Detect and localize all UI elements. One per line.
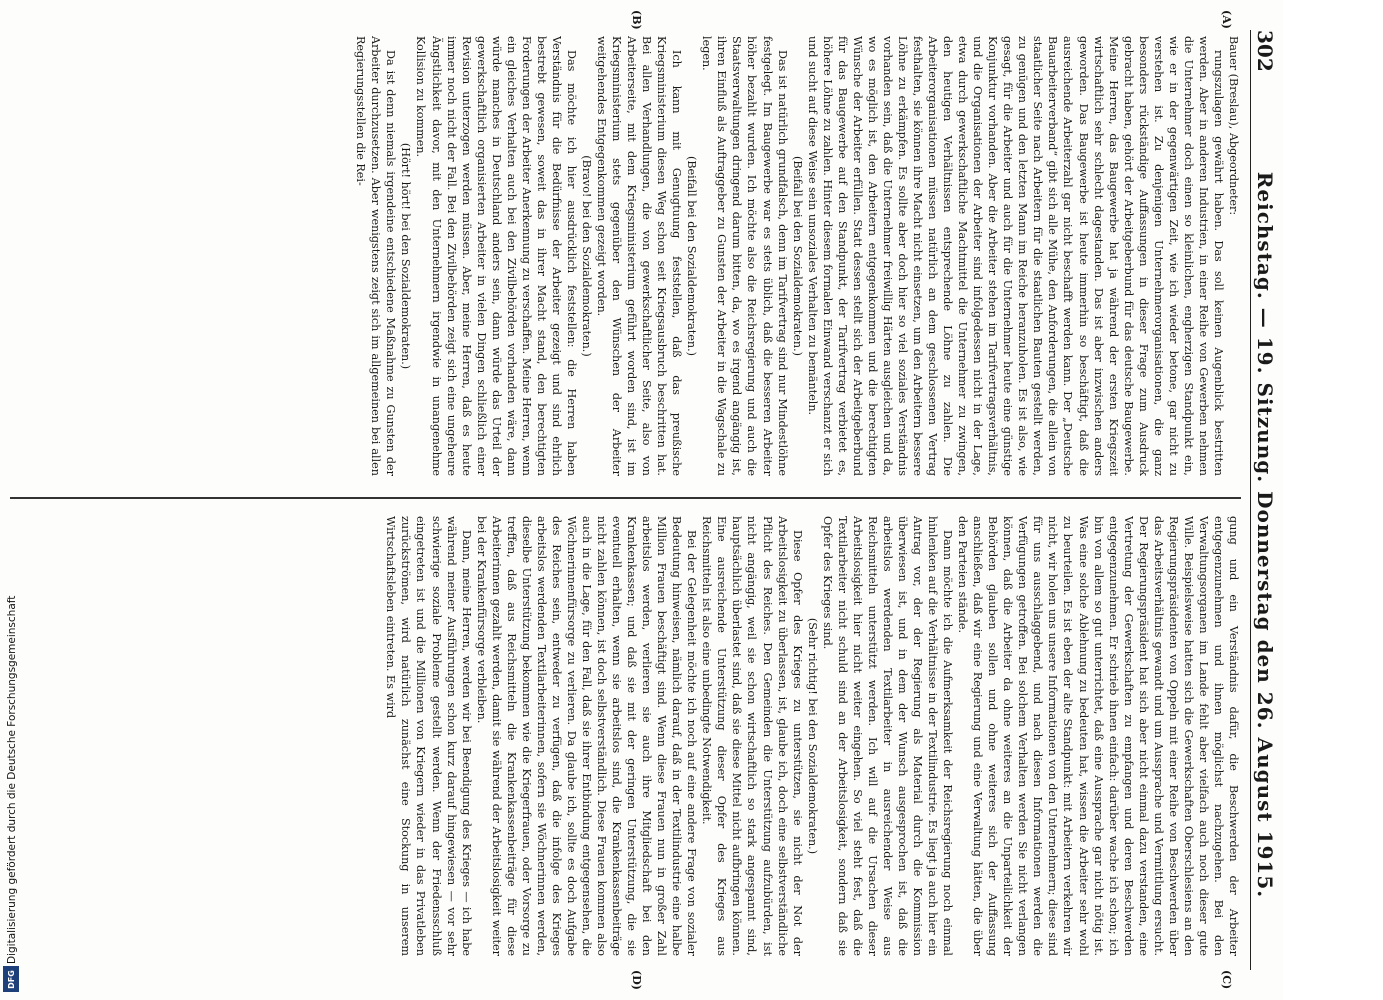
page-number: 302 bbox=[1253, 30, 1277, 72]
paragraph: Das ist natürlich grundfalsch, denn im Tarifvertrag sind nur Mindestlöhne festgelegt. Im Baugewerbe war es stets üblich, daß die besseren Arbeiter höher bezahlt wurden. Ich möchte also die Reichsregierung und auch die Staatsverwaltungen dringend darum bitten, da, wo es irgend angängig ist, ihren Einfluß als Auftraggeber zu Gunsten der Arbeiter in die Wagschale zu legen. bbox=[700, 36, 789, 476]
paragraph: Ich kann mit Genugtuung feststellen, daß das preußische Kriegsministerium diesen Weg schon seit Kriegsausbruch beschritten hat. Bei allen Verhandlungen, die von gewerkschaftlicher Seite, also von Arbeiterseite, mit dem Kriegsministerium geführt worden sind, ist im Kriegsministerium stets gegenüber den Wünschen der Arbeiter weitgehendes Entgegenkommen gezeigt worden. bbox=[595, 36, 684, 476]
credit-text: Digitalisierung gefördert durch die Deutsche Forschungsgemeinschaft bbox=[6, 595, 18, 964]
interjection: (Sehr richtig! bei den Sozialdemokraten.) bbox=[805, 617, 819, 855]
page-header bbox=[1250, 30, 1277, 970]
margin-marker-b: (B) bbox=[630, 10, 643, 30]
paragraph: Diese Opfer des Krieges zu unterstützen, sie nicht der Not der Arbeitslosigkeit zu überlassen, ist, glaube ich, doch eine selbstverständliche Pflicht des Reiches. Den Gemeinden die Unterstützung aufzubürden, ist nicht angängig, weil sie schon wirtschaftlich so stark angespannt sind, hauptsächlich überlastet sind, daß sie diese Mittel nicht aufbringen können. Eine ausreichende Unterstützung dieser Opfer des Krieges aus Reichsmitteln ist also eine unbedingte Notwendigkeit. bbox=[700, 516, 804, 956]
interjection: (Hört! hört! bei den Sozialdemokraten.) bbox=[399, 142, 413, 370]
right-column bbox=[10, 516, 1241, 956]
margin-marker-a: (A) bbox=[1220, 10, 1233, 29]
speaker-line: Bauer (Breslau), Abgeordneter: bbox=[1227, 36, 1240, 216]
paragraph: Dann möchte ich die Aufmerksamkeit der Reichsregierung noch einmal hinlenken auf die Verhältnisse in der Textilindustrie. Es liegt ja auch hier ein Antrag vor, der der Regierung als Material durch die Kommission überwiesen ist, und in dem der Wunsch ausgesprochen ist, daß die arbeitslos werdenden Textilarbeiter in ausreichender Weise aus Reichsmitteln unterstützt werden. Ich will auf die Ursachen dieser Arbeitslosigkeit hier nicht weiter eingehen. So viel steht fest, daß die Textilarbeiter nicht schuld sind an der Arbeitslosigkeit, sondern daß sie Opfer des Krieges sind. bbox=[820, 516, 955, 956]
paragraph: rungszulagen gewährt haben. Das soll keinen Augenblick bestritten werden. Aber in anderen Industrien, in einer Reihe von Gewerben nehmen die Unternehmer doch einen so kleinlichen, engherzigen Standpunkt ein, wie er in der gegenwärtigen Zeit, wie ich wieder betone, gar nicht zu verstehen ist. Zu denjenigen Unternehmerorganisationen, die ganz besonders rückständige Auffassungen in dieser Frage zum Ausdruck gebracht haben, gehört der Arbeitgeberbund für das deutsche Baugewerbe. Meine Herren, das Baugewerbe hat ja während der ersten Kriegszeit wirtschaftlich sehr schlecht dagestanden. Das ist aber inzwischen anders geworden. Das Baugewerbe ist heute immerhin so beschäftigt, daß die ausreichende Arbeiterzahl gar nicht beschafft werden kann. Der „Deutsche Bauarbeiterverband“ gibt sich alle Mühe, den Anforderungen, die allein von staatlicher Seite nach Arbeitern für die staatlichen Bauten gestellt werden, zu genügen und den letzten Mann im Reiche heranzuholen. Es ist also, wie gesagt, für die Arbeiter und auch für die Unternehmer heute eine günstige Konjunktur vorhanden. Aber die Arbeiter stehen im Tarifvertragsverhältnis, und die Organisationen der Arbeiter sind infolgedessen nicht in der Lage, etwa durch gewerkschaftliche Machtmittel die Unternehmer zu zwingen, den heutigen Verhältnissen entsprechende Löhne zu zahlen. Die Arbeiterorganisationen müssen natürlich an dem geschlossenen Vertrag festhalten, sie können ihre Macht nicht einsetzen, um den Arbeitern bessere Löhne zu erkämpfen. Es sollte aber doch hier so viel soziales Verständnis vorhanden sein, daß die Unternehmer freiwillig Härten ausgleichen und da, wo es möglich ist, den Arbeitern entgegenkommen und die berechtigten Wünsche der Arbeiter erfüllen. Statt dessen stellt sich der Arbeitgeberbund für das Baugewerbe auf den Standpunkt, der Tarifvertrag verbietet es, höhere Löhne zu zahlen. Hinter diesem formalen Einwand verschanzt er sich und sucht auf diese Weise sein unsoziales Verhalten zu bemänteln. bbox=[805, 36, 1225, 476]
interjection: (Bravo! bei den Sozialdemokraten.) bbox=[579, 155, 593, 357]
left-column bbox=[10, 36, 1241, 476]
dfg-logo: DFG bbox=[3, 966, 19, 992]
interjection: (Beifall bei den Sozialdemokraten.) bbox=[685, 155, 699, 357]
margin-marker-d: (D) bbox=[630, 970, 643, 990]
margin-marker-c: (C) bbox=[1220, 970, 1233, 990]
paragraph: Da ist denn niemals irgendeine entschiedene Maßnahme zu Gunsten der Arbeiter durchzusetzen. Aber wenigstens zeigt sich im allgemeinen bei allen Regierungsstellen die Rei- bbox=[354, 36, 398, 476]
paragraph: Bei der Gelegenheit möchte ich noch auf eine andere Frage von sozialer Bedeutung hinweisen, nämlich darauf, daß in der Textilindustrie eine halbe Million Frauen beschäftigt sind. Wenn diese Frauen nun in großer Zahl arbeitslos werden, verlieren sie auch ihre Mitgliedschaft bei den Krankenkassen; und daß sie mit der geringen Unterstützung, die sie eventuell erhalten, wenn sie arbeitslos sind, die Krankenkassenbeiträge nicht zahlen können, ist doch selbstverständlich. Diese Frauen kommen also auch in die Lage, für den Fall, daß sie ihrer Entbindung entgegensehen, die Wöchnerinnenfürsorge zu verlieren. Da glaube ich, sollte es doch Aufgabe des Reiches sein, entweder zu verfügen, daß die infolge des Krieges arbeitslos werdenden Textilarbeiterinnen, sofern sie Wöchnerinnen werden, dieselbe Unterstützung bekommen wie die Kriegerfrauen, oder Vorsorge zu treffen, daß aus Reichsmitteln die Krankenkassenbeiträge für diese Arbeiterinnen gezahlt werden, damit sie während der Arbeitslosigkeit weiter bei der Krankenfürsorge verbleiben. bbox=[474, 516, 699, 956]
paragraph: gung und ein Verständnis dafür, die Beschwerden der Arbeiter entgegenzunehmen und ihnen möglichst nachzugehen. Bei den Verwaltungsorganen im Lande fehlt aber vielfach auch noch dieser gute Wille. Beispielsweise hatten sich die Gewerkschaften Oberschlesiens an den Regierungspräsidenten von Oppeln mit einer Reihe von Beschwerden über das Arbeitsverhältnis gewandt und um Aussprache und Vermittlung ersucht. Der Regierungspräsident hat sich aber nicht einmal dazu verstanden, eine Vertretung der Gewerkschaften zu empfangen und deren Beschwerden entgegenzunehmen. Er schrieb ihnen einfach: darüber wache ich schon; ich bin von allem so gut unterrichtet, daß eine Aussprache gar nicht nötig ist. Was eine solche Ablehnung zu bedeuten hat, wissen die Arbeiter sehr wohl zu beurteilen. Es ist eben der alte Standpunkt: mit Arbeitern verkehren wir nicht, wir holen uns unsere Informationen von den Unternehmern; diese sind für uns ausschlaggebend, und nach diesen Informationen werden die Verfügungen getroffen. Bei solchem Verhalten werden Sie nicht verlangen können, daß die Arbeiter da ohne weiteres an die Unparteilichkeit der Behörden glauben sollen und ohne weiteres sich der Auffassung anschließen, daß wir eine Regierung und eine Verwaltung hätten, die über den Parteien stände. bbox=[956, 516, 1240, 956]
interjection: (Beifall bei den Sozialdemokraten.) bbox=[790, 155, 804, 357]
paragraph: Das möchte ich hier ausdrücklich feststellen: die Herren haben Verständnis für die Bedürfnisse der Arbeiter gezeigt und sind ehrlich bestrebt gewesen, soweit das in ihrer Macht stand, den berechtigten Forderungen der Arbeiter Anerkennung zu verschaffen. Meine Herren, wenn ein gleiches Verhalten auch bei den Zivilbehörden vorhanden wäre, dann würde manches in Deutschland anders sein, dann würde das Urteil der gewerkschaftlich organisierten Arbeiter in vielen Dingen schließlich einer Revision unterzogen werden müssen. Aber, meine Herren, daß es heute immer noch nicht der Fall. Bei den Zivilbehörden zeigt sich eine ungeheure Ängstlichkeit davor, mit den Unternehmern irgendwie in unangenehme Kollision zu kommen. bbox=[414, 36, 578, 476]
paragraph: Dann, meine Herren, werden wir bei Beendigung des Krieges — ich habe während meiner Ausführungen schon kurz darauf hingewiesen — vor sehr schwierige soziale Probleme gestellt werden. Wenn der Friedensschluß eingetreten ist und die Millionen von Kriegern wieder in das Privatleben zurückströmen, wird natürlich zunächst eine Stockung in unserem Wirtschaftsleben eintreten. Es wird bbox=[384, 516, 473, 956]
digitization-credit bbox=[4, 0, 24, 1000]
column-divider bbox=[10, 497, 1241, 499]
page-title: Reichstag. — 19. Sitzung. Donnerstag den 26. August 1915. bbox=[1253, 171, 1277, 899]
